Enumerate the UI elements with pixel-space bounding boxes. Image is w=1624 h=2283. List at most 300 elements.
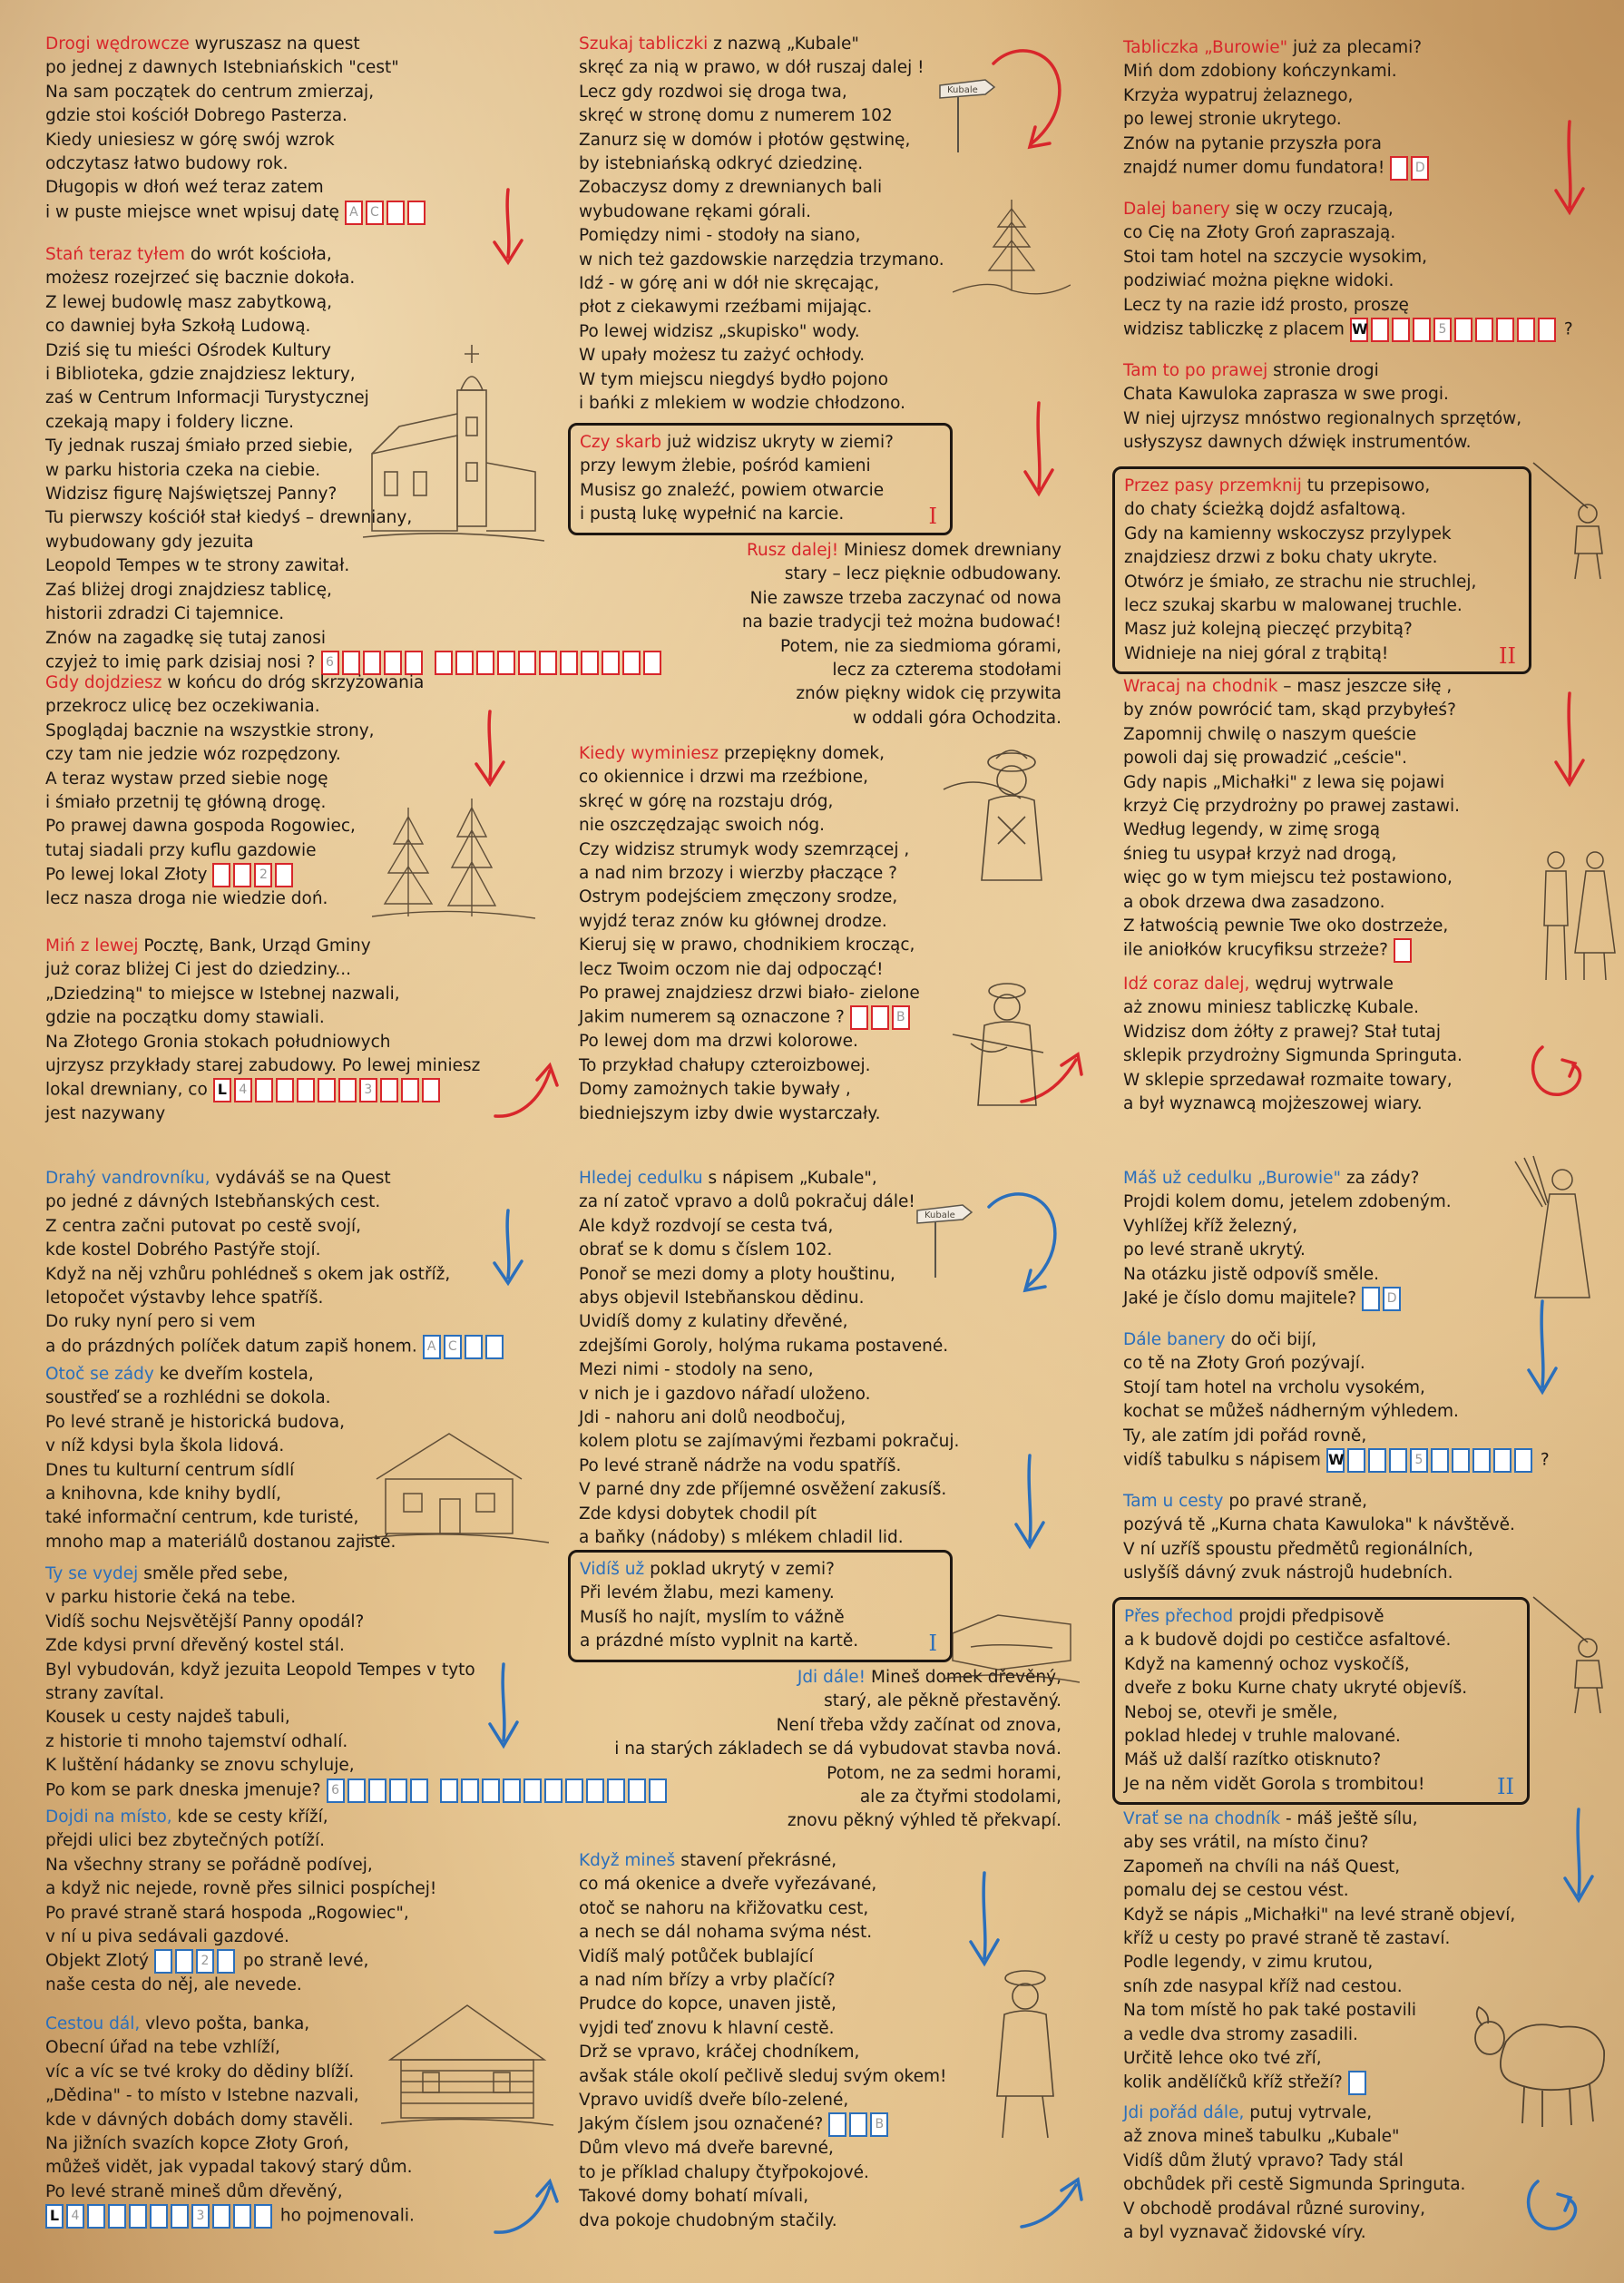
cz-stanza-15-line: až znova mineš tabulku „Kubale" <box>1123 2127 1400 2147</box>
pl-stanza-4-line: już coraz bliżej Ci jest do dziedziny... <box>45 960 352 980</box>
cz-stanza-12-heading: Tam u cesty <box>1123 1492 1224 1511</box>
cz-stanza-9-line: vyjdi teď znovu k hlavní cestě. <box>579 2018 835 2038</box>
answer-box-cell[interactable] <box>485 1335 504 1359</box>
cz-stanza-6-line: Ale když rozdvojí se cesta tvá, <box>579 1216 834 1236</box>
cz-stanza-2-heading: Otoč se zády <box>45 1365 154 1384</box>
answer-box-cell[interactable] <box>1431 1448 1449 1473</box>
answer-box-cell[interactable] <box>1496 318 1514 342</box>
answer-box-cell[interactable] <box>1538 318 1556 342</box>
kubale-sign-icon <box>912 1198 975 1279</box>
cz-stanza-5-heading: Cestou dál, <box>45 2014 141 2033</box>
cz-stanza-15-heading: Jdi pořád dále, <box>1123 2103 1245 2122</box>
pl-treasure-box-1 <box>568 423 953 535</box>
pl-stanza-5-line: płot z ciekawymi rzeźbami mijając. <box>579 298 873 318</box>
answer-box-cell[interactable] <box>389 1778 407 1803</box>
cz-stanza-15-line: Vidíš dům žlutý vpravo? Tady stál <box>1123 2151 1404 2170</box>
cz-treasure-box-1-line: Musíš ho najít, myslím to vážně <box>580 1607 845 1627</box>
pl-stanza-13-line: by znów powrócić tam, skąd przybyłeś? <box>1123 701 1456 720</box>
pl-stanza-10-line: podziwiać można piękne widoki. <box>1123 271 1394 291</box>
cz-stanza-5-line: kde v dávných dobách domy stavěli. <box>45 2110 354 2130</box>
cz-stanza-11-prompt: vidíš tabulku s nápisem <box>1123 1450 1321 1470</box>
pl-zloty-answer-boxes[interactable] <box>212 863 296 887</box>
answer-box-cell[interactable] <box>212 863 230 887</box>
pl-stanza-2-line: zaś w Centrum Informacji Turystycznej <box>45 388 369 408</box>
cz-stanza-1-prompt: a do prázdných políček datum zapiš honem. <box>45 1337 417 1357</box>
cz-stanza-9-line: Prudce do kopce, unaven jistě, <box>579 1994 836 2014</box>
cz-stanza-6-line: v nich je i gazdovo nářadí uloženo. <box>579 1384 871 1404</box>
pl-stanza-5-line: z nazwą „Kubale" <box>708 34 859 54</box>
cz-angels-answer-box[interactable] <box>1348 2071 1369 2095</box>
pl-stanza-13-line: a obok drzewa dwa zasadzono. <box>1123 892 1385 912</box>
cz-stanza-5-line: můžeš vidět, jak vypadal takový starý dům. <box>45 2158 413 2178</box>
pl-founder-answer-boxes[interactable] <box>1390 156 1432 181</box>
cz-stanza-10-line: po levé straně ukrytý. <box>1123 1240 1306 1260</box>
cz-stanza-14-line: Když se nápis „Michałki" na levé straně objeví, <box>1123 1905 1516 1925</box>
answer-box-cell[interactable]: 6 <box>321 651 339 675</box>
answer-box-cell[interactable] <box>1348 2071 1366 2095</box>
cz-stanza-1-heading: Drahý vandrovníku, <box>45 1169 210 1188</box>
blue-arrow-curve-icon <box>980 1180 1071 1298</box>
blue-arrow-down-icon <box>1556 1806 1601 1906</box>
cz-stanza-14 <box>1123 1808 1515 2095</box>
answer-box-cell[interactable]: 3 <box>191 2204 210 2229</box>
cz-stanza-10-heading: Máš už cedulku „Burowie" <box>1123 1169 1342 1188</box>
cz-stanza-6-heading: Hledej cedulku <box>579 1169 703 1188</box>
cz-stanza-14-line: - máš ještě sílu, <box>1280 1809 1418 1828</box>
cz-stanza-6-line: Zde kdysi dobytek chodil pít <box>579 1504 817 1524</box>
answer-box-cell[interactable] <box>849 2112 867 2137</box>
cz-stamp-number-2: II <box>1497 1773 1514 1799</box>
answer-box-cell[interactable] <box>1362 1287 1380 1311</box>
answer-box-cell[interactable]: W <box>1350 318 1368 342</box>
spruce-trees-sketch-icon <box>372 789 535 926</box>
pl-stanza-13-line: powoli daj się prowadzić „ceście". <box>1123 749 1408 769</box>
cz-stanza-9-line: a nad ním břízy a vrby plačící? <box>579 1971 836 1991</box>
cz-stanza-5-line: víc a víc se tvé kroky do dědiny blíží. <box>45 2062 355 2082</box>
pl-treasure-box-1-line: Musisz go znaleźć, powiem otwarcie <box>580 480 885 500</box>
pl-stanza-14-line: Widzisz dom żółty z prawej? Stał tutaj <box>1123 1022 1441 1042</box>
cz-door-number-answer-boxes[interactable] <box>828 2112 891 2137</box>
pl-stanza-2-line: wybudowany gdy jezuita <box>45 532 254 552</box>
pl-stanza-2-line: i Biblioteka, gdzie znajdziesz lektury, <box>45 365 356 385</box>
answer-box-cell[interactable] <box>560 651 578 675</box>
answer-box-cell[interactable] <box>1390 156 1408 181</box>
pl-stanza-10-after: ? <box>1558 319 1573 339</box>
pl-stanza-12-line: tu przepisowo, <box>1301 476 1431 495</box>
answer-box-cell[interactable] <box>1514 1448 1532 1473</box>
answer-box-cell[interactable] <box>1413 318 1431 342</box>
red-arrow-curve-icon <box>490 1053 563 1125</box>
pl-stanza-4-after: jest nazywany <box>45 1104 166 1124</box>
blue-arrow-down-icon <box>962 1869 1007 1969</box>
pl-stanza-14-heading: Idź coraz dalej, <box>1123 975 1250 994</box>
answer-box-cell[interactable] <box>602 651 620 675</box>
answer-box-cell[interactable] <box>87 2204 105 2229</box>
pl-stanza-4-line: Na Złotego Gronia stokach południowych <box>45 1032 391 1052</box>
blue-arrow-curve-icon <box>490 2169 563 2241</box>
answer-box-cell[interactable]: C <box>444 1335 462 1359</box>
cz-stanza-8-line: znovu pěkný výhled tě překvapí. <box>787 1811 1061 1831</box>
pl-stanza-2-line: Znów na zagadkę się tutaj zanosi <box>45 628 327 648</box>
answer-box-cell[interactable] <box>523 1778 542 1803</box>
cz-stanza-10-line: za zády? <box>1341 1169 1420 1188</box>
answer-box-cell[interactable] <box>465 1335 483 1359</box>
pl-treasure-box-2-line: znajdziesz drzwi z boku chaty ukryte. <box>1124 548 1438 568</box>
cz-treasure-box-2-line: Máš už další razítko otisknuto? <box>1124 1750 1382 1770</box>
pl-stanza-5-line: Pomiędzy nimi - stodoły na siano, <box>579 226 861 246</box>
pl-stanza-9-heading: Tabliczka „Burowie" <box>1123 38 1288 57</box>
answer-box-cell[interactable]: A <box>423 1335 441 1359</box>
shepherd-with-horn-sketch-icon <box>934 735 1080 898</box>
pl-stanza-7-heading: Rusz dalej! <box>747 541 839 560</box>
cz-treasure-box-1-line: a prázdné místo vyplnit na kartě. <box>580 1631 859 1651</box>
cz-treasure-box-2-line: Když na kamenný ochoz vyskočíš, <box>1124 1654 1410 1674</box>
cz-stanza-2 <box>45 1363 396 1554</box>
pl-stanza-14-line: aż znowu miniesz tabliczkę Kubale. <box>1123 998 1419 1018</box>
answer-box-cell[interactable] <box>1452 1448 1470 1473</box>
answer-box-cell[interactable] <box>150 2204 168 2229</box>
answer-box-cell[interactable]: 5 <box>1410 1448 1428 1473</box>
answer-box-cell[interactable] <box>410 1778 428 1803</box>
pl-stanza-3-prompt: Po lewej lokal Złoty <box>45 865 208 885</box>
pl-stanza-2-line: Tu pierwszy kościół stał kiedyś – drewniany, <box>45 508 413 528</box>
cz-stanza-5-after: ho pojmenovali. <box>279 2206 415 2226</box>
answer-box-cell[interactable]: 2 <box>254 863 272 887</box>
answer-box-cell[interactable] <box>108 2204 126 2229</box>
answer-box-cell[interactable] <box>255 1078 273 1102</box>
pl-stanza-8 <box>579 742 920 1126</box>
cz-stanza-1 <box>45 1167 506 1359</box>
cz-stanza-4-line: kde se cesty kříží, <box>171 1808 328 1827</box>
pl-stanza-2-line: Leopold Tempes w te strony zawitał. <box>45 556 350 576</box>
cz-stanza-5 <box>45 2013 415 2229</box>
cz-stanza-9-heading: Když mineš <box>579 1851 676 1870</box>
pl-stanza-10-heading: Dalej banery <box>1123 200 1230 219</box>
pl-stanza-8-line: lecz Twoim oczom nie daj odpocząć! <box>579 959 884 979</box>
answer-box-cell[interactable]: 3 <box>359 1078 377 1102</box>
cz-stanza-6 <box>579 1167 959 1551</box>
cz-stanza-4 <box>45 1806 436 1998</box>
cz-stanza-9-line: Vpravo uvidíš dveře bílo-zelené, <box>579 2091 849 2111</box>
pl-stanza-6-line: już widzisz ukryty w ziemi? <box>661 433 894 452</box>
cz-stanza-4-line: v ní u piva sedávali gazdové. <box>45 1927 289 1947</box>
answer-box-cell[interactable]: D <box>1411 156 1429 181</box>
answer-box-cell[interactable] <box>539 651 557 675</box>
cz-stanza-2-line: soustřeď se a rozhlédni se dokola. <box>45 1388 331 1408</box>
answer-box-cell[interactable] <box>850 1005 868 1030</box>
answer-box-cell[interactable] <box>380 1078 398 1102</box>
cz-treasure-box-2 <box>1112 1597 1530 1805</box>
answer-box-cell[interactable]: L <box>45 2204 64 2229</box>
answer-box-cell[interactable] <box>828 2112 846 2137</box>
pl-stanza-8-prompt: Jakim numerem są oznaczone ? <box>579 1007 845 1027</box>
pl-stanza-8-line: Ostrym podejściem zmęczony srodze, <box>579 887 898 907</box>
answer-box-cell[interactable] <box>482 1778 500 1803</box>
cz-stanza-5-line: Obecní úřad na tebe vzhlíží, <box>45 2038 280 2058</box>
answer-box-cell[interactable] <box>386 201 405 225</box>
answer-box-cell[interactable] <box>435 651 453 675</box>
answer-box-cell[interactable] <box>1392 318 1410 342</box>
cz-zloty-answer-boxes[interactable] <box>154 1949 238 1974</box>
pl-stanza-1 <box>45 33 428 225</box>
pl-stanza-13-line: Według legendy, w zimę srogą <box>1123 820 1381 840</box>
pl-stamp-number-1: I <box>928 504 937 530</box>
answer-box-cell[interactable] <box>1389 1448 1407 1473</box>
pl-stanza-2-line: możesz rozejrzeć się bacznie dokoła. <box>45 269 356 289</box>
answer-box-cell[interactable]: C <box>366 201 384 225</box>
answer-box-cell[interactable] <box>476 651 494 675</box>
cz-stanza-6-line: kolem plotu se zajímavými řezbami pokračuj. <box>579 1432 960 1452</box>
cz-square-sign-answer-boxes[interactable] <box>1326 1448 1535 1473</box>
wooden-house-sketch-icon <box>381 1996 553 2132</box>
cz-stanza-12 <box>1123 1490 1515 1586</box>
pl-stanza-9-line: po lewej stronie ukrytego. <box>1123 110 1342 130</box>
cz-stanza-6-line: obrať se k domu s číslem 102. <box>579 1240 833 1260</box>
answer-box-cell[interactable] <box>233 863 251 887</box>
kubale-sign-icon <box>934 73 998 154</box>
cz-stanza-15-line: a byl vyznavač židovské víry. <box>1123 2223 1366 2243</box>
cz-stanza-13-heading: Přes přechod <box>1124 1607 1234 1626</box>
cz-stanza-1-line: Z centra začni putovat po cestě svojí, <box>45 1216 362 1236</box>
answer-box-cell[interactable] <box>1493 1448 1511 1473</box>
pl-stanza-3-line: tutaj siadali przy kuflu gazdowie <box>45 840 317 860</box>
answer-box-cell[interactable] <box>129 2204 147 2229</box>
pl-stanza-5-line: Lecz gdy rozdwoi się droga twa, <box>579 82 847 102</box>
cz-stanza-3-line: K luštění hádanky se znovu schyluje, <box>45 1756 355 1776</box>
pl-stanza-3-after: lecz nasza droga nie wiedzie doń. <box>45 889 328 909</box>
cz-stanza-5-line: Na jižních svazích kopce Złoty Groń, <box>45 2134 349 2154</box>
pl-stanza-9 <box>1123 36 1432 181</box>
answer-box-cell[interactable] <box>1371 318 1389 342</box>
answer-box-cell[interactable] <box>297 1078 315 1102</box>
cz-stanza-6-line: V parné dny zde příjemné osvěžení zakusíš. <box>579 1480 947 1500</box>
cz-stamp-number-1: I <box>928 1631 937 1657</box>
answer-box-cell[interactable] <box>217 1949 235 1974</box>
pl-stanza-3-line: i śmiało przetnij tę główną drogę. <box>45 793 327 813</box>
pl-lokal-answer-boxes[interactable] <box>213 1078 443 1102</box>
red-arrow-down-icon <box>467 708 513 789</box>
pl-square-sign-answer-boxes[interactable] <box>1350 318 1559 342</box>
pl-stanza-9-line: już za plecami? <box>1287 38 1423 57</box>
cz-date-answer-boxes[interactable] <box>423 1335 506 1359</box>
cz-stanza-9-line: a nech se dál nohama svýma nést. <box>579 1923 873 1943</box>
cz-stanza-14-line: kříž u cesty po pravé straně tě zastaví. <box>1123 1929 1451 1949</box>
answer-box-cell[interactable] <box>276 1078 294 1102</box>
answer-box-cell[interactable] <box>503 1778 521 1803</box>
answer-box-cell[interactable] <box>461 1778 479 1803</box>
pl-stanza-2-line: do wrót kościoła, <box>184 245 332 264</box>
pl-treasure-box-2-line: Widnieje na niej góral z trąbitą! <box>1124 643 1389 663</box>
answer-box-cell[interactable] <box>1368 1448 1386 1473</box>
pl-stanza-14-line: W sklepie sprzedawał rozmaite towary, <box>1123 1070 1453 1090</box>
cz-stanza-14-line: Zapomeň na chvíli na náš Quest, <box>1123 1857 1401 1876</box>
answer-box-cell[interactable]: 4 <box>66 2204 84 2229</box>
answer-box-cell[interactable] <box>407 201 426 225</box>
answer-box-cell[interactable] <box>275 863 293 887</box>
pl-stanza-7-line: Nie zawsze trzeba zaczynać od nowa <box>749 588 1061 608</box>
cz-owner-answer-boxes[interactable] <box>1362 1287 1404 1311</box>
blue-arrow-down-icon <box>481 1661 526 1751</box>
kubale-sign-label: Kubale <box>947 85 978 95</box>
cz-stanza-6-line: abys objevil Istebňanskou dědinu. <box>579 1288 865 1308</box>
answer-box-cell[interactable] <box>318 1078 336 1102</box>
pl-angels-answer-box[interactable] <box>1394 938 1414 963</box>
cz-stanza-9-line: stavení překrásné, <box>675 1851 837 1870</box>
answer-box-cell[interactable] <box>154 1949 172 1974</box>
cz-stanza-6-line: s nápisem „Kubale", <box>702 1169 877 1188</box>
trumpeter-sketch-icon <box>1524 1588 1615 1715</box>
pl-stanza-5-line: w nich też gazdowskie narzędzia trzymano. <box>579 250 944 269</box>
cz-stanza-15 <box>1123 2102 1465 2245</box>
answer-box-cell[interactable] <box>233 2204 251 2229</box>
answer-box-cell[interactable] <box>401 1078 419 1102</box>
pl-stanza-7-line: stary – lecz pięknie odbudowany. <box>784 564 1061 584</box>
answer-box-cell[interactable] <box>518 651 536 675</box>
cz-stanza-11-after: ? <box>1534 1450 1550 1470</box>
answer-box-cell[interactable] <box>497 651 515 675</box>
cz-lokal-answer-boxes[interactable] <box>45 2204 275 2229</box>
answer-box-cell[interactable]: 6 <box>327 1778 345 1803</box>
cz-stanza-1-line: Když na něj vzhůru pohlédneš s okem jak ostříž, <box>45 1264 451 1284</box>
cz-stanza-14-line: Podle legendy, v zimu krutou, <box>1123 1953 1374 1973</box>
pl-stanza-6-heading: Czy skarb <box>580 433 662 452</box>
answer-box-cell[interactable] <box>171 2204 189 2229</box>
answer-box-cell[interactable] <box>871 1005 889 1030</box>
pl-stanza-13-heading: Wracaj na chodnik <box>1123 677 1278 696</box>
answer-box-cell[interactable] <box>254 2204 272 2229</box>
cz-stanza-9-line: to je příklad chalupy čtyřpokojové. <box>579 2162 869 2182</box>
pl-stanza-13-line: – masz jeszcze siłę , <box>1277 677 1453 696</box>
pl-stanza-5-heading: Szukaj tabliczki <box>579 34 709 54</box>
pl-stanza-5-line: W tym miejscu niegdyś bydło pojono <box>579 369 889 389</box>
cz-stanza-14-line: a vedle dva stromy zasadili. <box>1123 2024 1358 2044</box>
pl-stanza-7-line: Miniesz domek drewniany <box>838 541 1061 560</box>
answer-box-cell[interactable] <box>1475 318 1493 342</box>
pl-door-number-answer-boxes[interactable] <box>850 1005 913 1030</box>
cz-stanza-8-line: starý, ale pěkně přestavěný. <box>824 1691 1061 1711</box>
cz-stanza-3-line: z historie ti mnoho tajemství odhalí. <box>45 1731 348 1751</box>
answer-box-cell[interactable] <box>440 1778 458 1803</box>
pl-stanza-10-line: się w oczy rzucają, <box>1229 200 1394 219</box>
cz-stanza-12-line: po pravé straně, <box>1223 1492 1368 1511</box>
pl-stanza-13-line: krzyż Cię przydrożny po prawej zastawi. <box>1123 797 1461 817</box>
answer-box-cell[interactable] <box>422 1078 440 1102</box>
cz-stanza-10 <box>1123 1167 1452 1311</box>
pl-stanza-5-line: Zanurz się w domów i płotów gęstwinę, <box>579 130 911 150</box>
pl-stanza-5-line: Idź - w górę ani w dół nie skręcając, <box>579 274 880 294</box>
pl-stanza-11-heading: Tam to po prawej <box>1123 361 1268 380</box>
answer-box-cell[interactable] <box>368 1778 386 1803</box>
cz-stanza-3-heading: Ty se vydej <box>45 1564 139 1583</box>
pl-stanza-9-line: Znów na pytanie przyszła pora <box>1123 133 1382 153</box>
pl-stanza-3-line: Po prawej dawna gospoda Rogowiec, <box>45 817 356 837</box>
answer-box-cell[interactable] <box>1454 318 1472 342</box>
folk-couple-sketch-icon <box>1533 844 1619 998</box>
pl-treasure-box-2-line: lecz szukaj skarbu w malowanej truchle. <box>1124 596 1463 616</box>
cz-stanza-6-line: Mezi nimi - stodoly na seno, <box>579 1360 814 1380</box>
answer-box-cell[interactable]: 5 <box>1433 318 1452 342</box>
pl-stanza-2-line: co dawniej była Szkołą Ludową. <box>45 317 311 337</box>
answer-box-cell[interactable] <box>338 1078 357 1102</box>
answer-box-cell[interactable] <box>1472 1448 1491 1473</box>
pl-stanza-7-line: lecz za czterema stodołami <box>832 661 1061 681</box>
answer-box-cell[interactable] <box>1347 1448 1365 1473</box>
answer-box-cell[interactable]: A <box>345 201 363 225</box>
answer-box-cell[interactable] <box>347 1778 366 1803</box>
cz-stanza-15-line: putuj vytrvale, <box>1244 2103 1373 2122</box>
pl-stanza-10-line: Stoi tam hotel na szczycie wysokim, <box>1123 247 1428 267</box>
answer-box-cell[interactable] <box>544 1778 563 1803</box>
cz-stanza-10-prompt: Jaké je číslo domu majitele? <box>1123 1288 1357 1308</box>
answer-box-cell[interactable] <box>455 651 474 675</box>
pl-stanza-2-line: Ty jednak ruszaj śmiało przed siebie, <box>45 436 354 456</box>
cz-stanza-11 <box>1123 1328 1550 1473</box>
pl-stanza-14-line: a był wyznawcą mojżeszowej wiary. <box>1123 1094 1423 1114</box>
pl-stanza-1-prompt: i w puste miejsce wnet wpisuj datę <box>45 202 339 222</box>
answer-box-cell[interactable]: B <box>892 1005 910 1030</box>
pl-stanza-8-line: a nad nim brzozy i wierzby płaczące ? <box>579 864 897 884</box>
answer-box-cell[interactable] <box>1517 318 1535 342</box>
cz-stanza-11-line: do oči bijí, <box>1225 1330 1317 1349</box>
cz-stanza-1-line: vydáváš se na Quest <box>210 1169 391 1188</box>
cz-stanza-9-line: dva pokoje chudobným stačily. <box>579 2210 837 2230</box>
church-sketch-icon <box>363 336 544 563</box>
answer-box-cell[interactable]: 2 <box>196 1949 214 1974</box>
pl-stanza-2-line: Widzisz figurę Najświętszej Panny? <box>45 485 338 505</box>
answer-box-cell[interactable] <box>1394 938 1412 963</box>
red-arrow-down-icon <box>1016 399 1061 499</box>
cz-stanza-9-line: Drž se vpravo, kráčej chodníkem, <box>579 2043 860 2063</box>
red-arrow-down-icon <box>485 186 531 268</box>
cz-stanza-8 <box>563 1666 1061 1834</box>
pl-stanza-11-line: stronie drogi <box>1267 361 1379 380</box>
pl-stanza-5-line: Po lewej widzisz „skupisko" wody. <box>579 321 860 341</box>
cz-stanza-14-line: Na tom místě ho pak také postavili <box>1123 2001 1417 2021</box>
pl-stanza-10 <box>1123 198 1573 342</box>
answer-box-cell[interactable]: D <box>1383 1287 1401 1311</box>
cz-stanza-4-heading: Dojdi na místo, <box>45 1808 172 1827</box>
pl-stanza-8-heading: Kiedy wyminiesz <box>579 744 719 763</box>
cz-stanza-9-line: avšak stále okolí pečlivě sleduj svým okem! <box>579 2066 947 2086</box>
red-arrow-down-icon <box>1547 118 1592 218</box>
cz-stanza-11-line: co tě na Złoty Groń pozývají. <box>1123 1354 1365 1374</box>
answer-box-cell[interactable] <box>175 1949 193 1974</box>
answer-box-cell[interactable]: B <box>870 2112 888 2137</box>
pl-date-answer-boxes[interactable] <box>345 201 428 225</box>
cz-stanza-7-heading: Vidíš už <box>580 1560 645 1579</box>
cz-stanza-4-line: a když nic nejede, rovně přes silnici pospíchej! <box>45 1879 437 1899</box>
pl-stanza-2-line: Zaś bliżej drogi znajdziesz tablicę, <box>45 580 332 600</box>
answer-box-cell[interactable] <box>581 651 599 675</box>
pl-treasure-box-2-line: Masz już kolejną pieczęć przybitą? <box>1124 620 1413 640</box>
cz-stanza-1-line: Do ruky nyní pero si vem <box>45 1312 256 1332</box>
cz-stanza-1-line: letopočet výstavby lehce spatříš. <box>45 1288 324 1308</box>
answer-box-cell[interactable]: 4 <box>234 1078 252 1102</box>
pl-stanza-11-line: usłyszysz dawnych dźwięk instrumentów. <box>1123 433 1472 453</box>
pl-stanza-10-line: co Cię na Złoty Groń zapraszają. <box>1123 223 1396 243</box>
trumpeter-sketch-icon <box>1524 454 1615 581</box>
blue-arrow-curve-icon <box>1016 2169 1089 2232</box>
pl-stanza-3-line: Spoglądaj bacznie na wszystkie strony, <box>45 720 375 740</box>
water-trough-sketch-icon <box>944 1579 1080 1688</box>
pl-treasure-box-2-line: Gdy na kamienny wskoczysz przylypek <box>1124 524 1452 544</box>
cz-stanza-1-line: kde kostel Dobrého Pastýře stojí. <box>45 1240 321 1260</box>
pl-stanza-2-prompt: czyjeż to imię park dzisiaj nosi ? <box>45 652 316 672</box>
answer-box-cell[interactable]: L <box>213 1078 231 1102</box>
answer-box-cell[interactable]: W <box>1326 1448 1345 1473</box>
answer-box-cell[interactable] <box>212 2204 230 2229</box>
cz-stanza-6-line: Uvidíš domy z kulatiny dřevěné, <box>579 1312 848 1332</box>
